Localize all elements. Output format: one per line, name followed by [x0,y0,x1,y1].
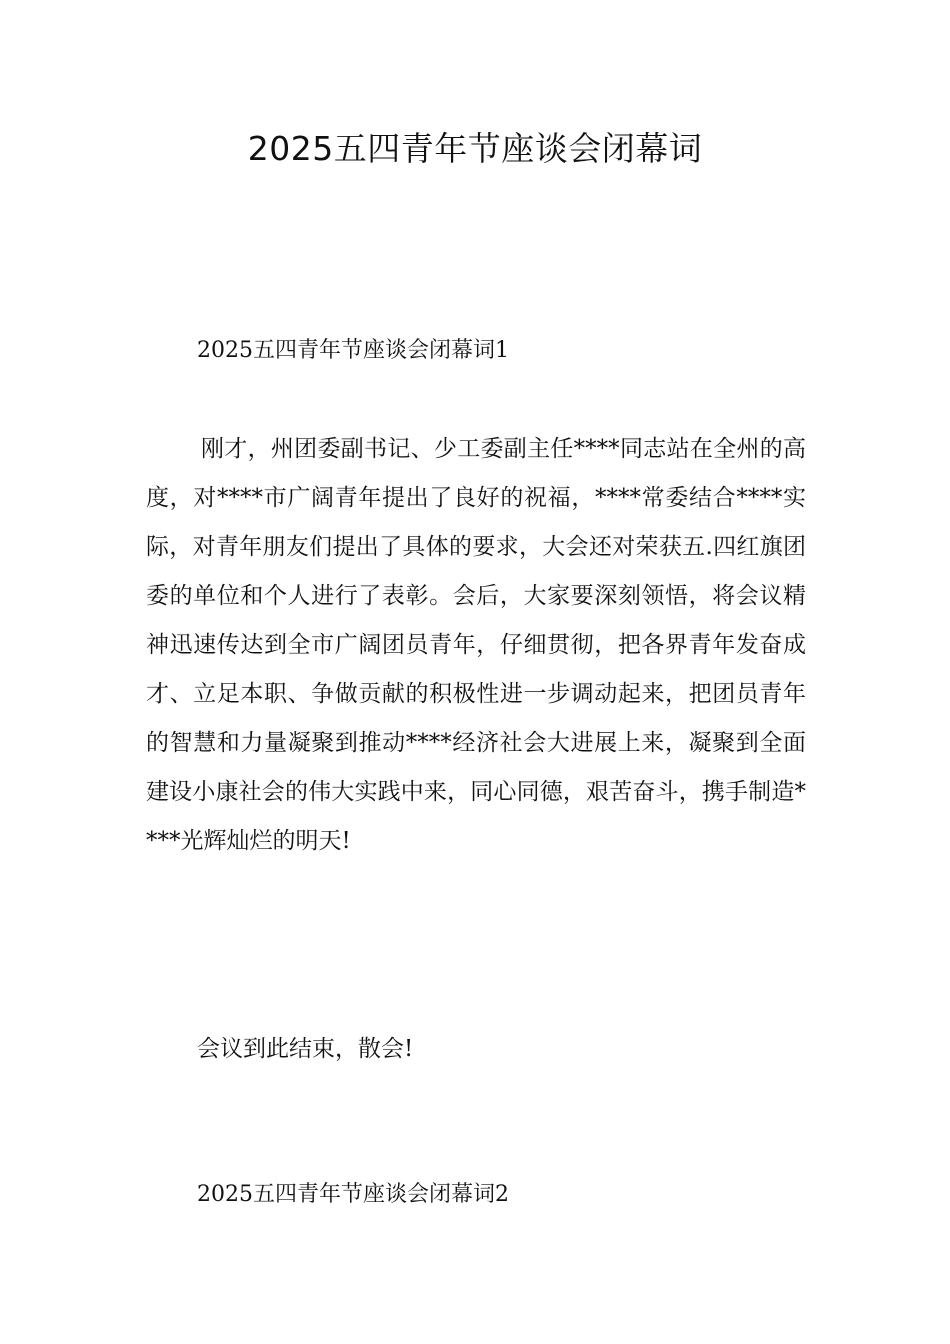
document-title: 2025五四青年节座谈会闭幕词 [247,129,703,168]
section-heading-1: 2025五四青年节座谈会闭幕词1 [197,338,509,363]
section-heading-2: 2025五四青年节座谈会闭幕词2 [197,1182,509,1207]
body-paragraph-1: 刚才，州团委副书记、少工委副主任****同志站在全州的高度，对****市广阔青年提出了良好的祝福，****常委结合****实际，对青年朋友们提出了具体的要求，大会还对荣获五.四红旗团委的单位和个人进行了表彰。会后，大家要深刻领悟，将会议精神迅速传达到全市广阔团员青年，仔细贯彻，把各界青年发奋成才、立足本职、争做贡献的积极性进一步调动起来，把团员青年的智慧和力量凝聚到推动****经济社会大进展上来，凝聚到全面建设小康社会的伟大实践中来，同心同德，艰苦奋斗，携手制造****光辉灿烂的明天! [146,436,806,854]
closing-line: 会议到此结束，散会! [197,1036,414,1062]
